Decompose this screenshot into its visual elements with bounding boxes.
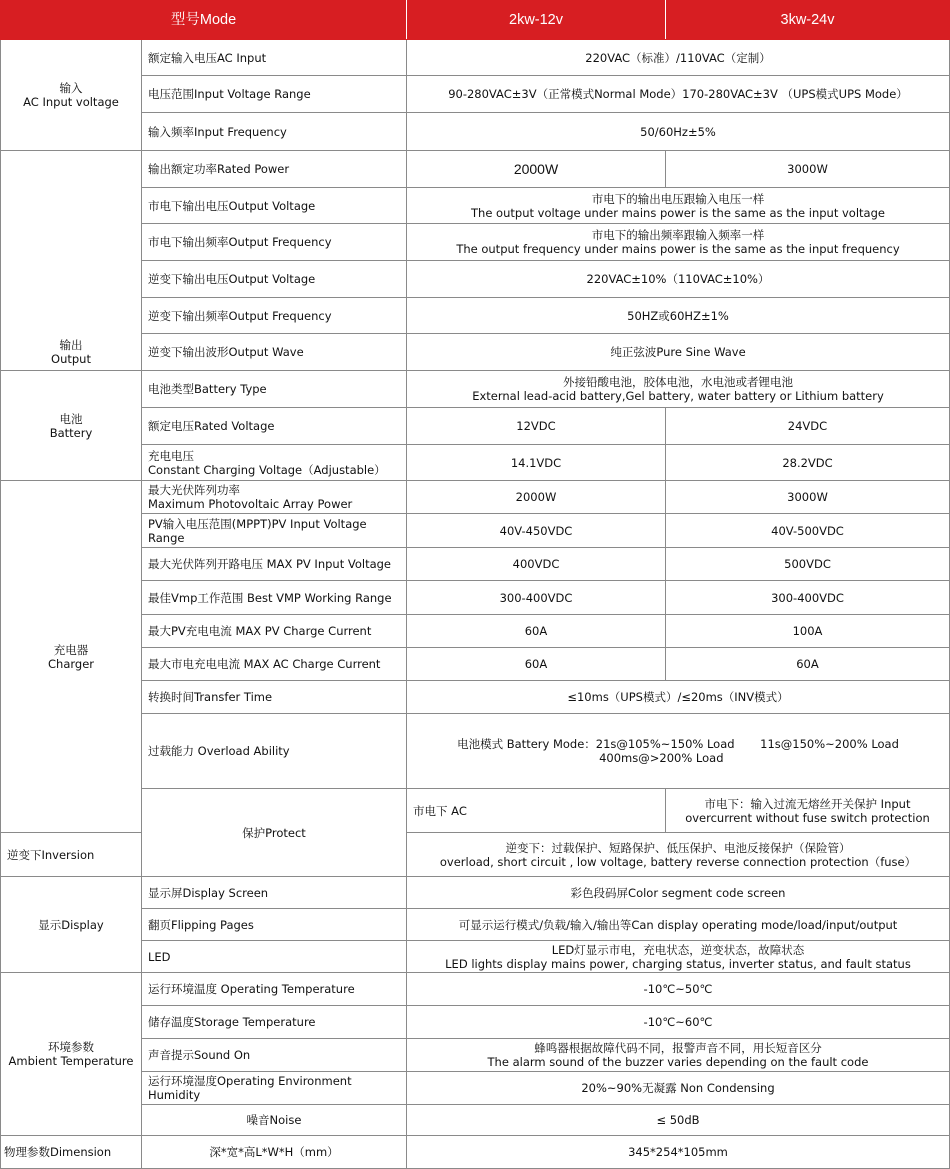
category-battery: 电池 Battery (1, 371, 142, 481)
header-model-2kw: 2kw-12v (407, 1, 666, 40)
param-operating-temperature: 运行环境温度 Operating Temperature (142, 973, 407, 1006)
value-rated-power-2kw: 2000W (407, 151, 666, 188)
param-display-screen: 显示屏Display Screen (142, 877, 407, 909)
table-row (1, 1006, 950, 1039)
value-rated-input: 220VAC（标准）/110VAC（定制） (407, 40, 950, 76)
param-mains-output-frequency: 市电下输出频率Output Frequency (142, 224, 407, 261)
table-row (1, 789, 950, 833)
param-flipping-pages: 翻页Flipping Pages (142, 909, 407, 941)
value-noise: ≤ 50dB (407, 1105, 950, 1136)
value-operating-humidity: 20%~90%无凝露 Non Condensing (407, 1072, 950, 1105)
value-pv-open-voltage-3kw: 500VDC (666, 548, 950, 581)
value-inverter-output-frequency: 50HZ或60HZ±1% (407, 298, 950, 334)
table-row (1, 1105, 950, 1136)
param-noise: 噪音Noise (142, 1105, 407, 1136)
param-output-wave: 逆变下输出波形Output Wave (142, 334, 407, 371)
value-rated-power-3kw: 3000W (666, 151, 950, 188)
param-mains-output-voltage: 市电下输出电压Output Voltage (142, 188, 407, 224)
param-inverter-output-voltage: 逆变下输出电压Output Voltage (142, 261, 407, 298)
param-rated-input: 额定输入电压AC Input (142, 40, 407, 76)
table-row (1, 909, 950, 941)
value-input-voltage-range: 90-280VAC±3V（正常模式Normal Mode）170-280VAC±3V （UPS模式UPS Mode） (407, 76, 950, 113)
value-pv-voltage-range-2kw: 40V-450VDC (407, 514, 666, 548)
param-input-voltage-range: 电压范围Input Voltage Range (142, 76, 407, 113)
table-row (1, 445, 950, 481)
value-pv-array-power-2kw: 2000W (407, 481, 666, 514)
value-display-screen: 彩色段码屏Color segment code screen (407, 877, 950, 909)
param-pv-charge-current: 最大PV充电电流 MAX PV Charge Current (142, 615, 407, 648)
table-row (1, 188, 950, 224)
table-row (1, 76, 950, 113)
value-protect-ac: 市电下：输入过流无熔丝开关保护 Input overcurrent without fuse switch protection (666, 789, 950, 833)
value-transfer-time: ≤10ms（UPS模式）/≤20ms（INV模式） (407, 681, 950, 714)
value-led: LED灯显示市电，充电状态，逆变状态，故障状态 LED lights display mains power, charging status, inverter status, and fault status (407, 941, 950, 973)
value-storage-temperature: -10℃~60℃ (407, 1006, 950, 1039)
value-dimension: 345*254*105mm (407, 1136, 950, 1169)
value-overload-ability: 电池模式 Battery Mode：21s@105%~150% Load 11s@150%~200% Load 400ms@>200% Load (407, 714, 950, 789)
table-row (1, 261, 950, 298)
param-protect-ac: 市电下 AC (407, 789, 666, 833)
param-ac-charge-current: 最大市电充电电流 MAX AC Charge Current (142, 648, 407, 681)
param-dimension: 深*宽*高L*W*H（mm） (142, 1136, 407, 1169)
table-row (1, 877, 950, 909)
value-pv-open-voltage-2kw: 400VDC (407, 548, 666, 581)
value-flipping-pages: 可显示运行模式/负载/输入/输出等Can display operating mode/load/input/output (407, 909, 950, 941)
value-ac-charge-current-2kw: 60A (407, 648, 666, 681)
param-overload-ability: 过载能力 Overload Ability (142, 714, 407, 789)
value-charging-voltage-3kw: 28.2VDC (666, 445, 950, 481)
table-row (1, 648, 950, 681)
value-charging-voltage-2kw: 14.1VDC (407, 445, 666, 481)
category-ac-input: 输入 AC Input voltage (1, 40, 142, 151)
value-pv-charge-current-3kw: 100A (666, 615, 950, 648)
param-sound-on: 声音提示Sound On (142, 1039, 407, 1072)
value-mains-output-frequency: 市电下的输出频率跟输入频率一样 The output frequency under mains power is the same as the input frequency (407, 224, 950, 261)
param-storage-temperature: 储存温度Storage Temperature (142, 1006, 407, 1039)
value-mains-output-voltage: 市电下的输出电压跟输入电压一样 The output voltage under mains power is the same as the input voltage (407, 188, 950, 224)
value-sound-on: 蜂鸣器根据故障代码不同，报警声音不同，用长短音区分 The alarm sound of the buzzer varies depending on the fault code (407, 1039, 950, 1072)
table-header-row (1, 1, 950, 40)
param-charging-voltage: 充电电压 Constant Charging Voltage（Adjustable） (142, 445, 407, 481)
table-row (1, 113, 950, 151)
table-row (1, 481, 950, 514)
table-row (1, 548, 950, 581)
table-row (1, 941, 950, 973)
category-protect: 保护Protect (142, 789, 407, 877)
table-row (1, 1039, 950, 1072)
table-row (1, 334, 950, 371)
param-rated-power: 输出额定功率Rated Power (142, 151, 407, 188)
table-row (1, 714, 950, 789)
table-row (1, 615, 950, 648)
value-pv-array-power-3kw: 3000W (666, 481, 950, 514)
param-pv-open-voltage: 最大光伏阵列开路电压 MAX PV Input Voltage (142, 548, 407, 581)
table-row (1, 1072, 950, 1105)
category-output: 输出 Output (1, 151, 142, 371)
value-ac-charge-current-3kw: 60A (666, 648, 950, 681)
param-pv-array-power: 最大光伏阵列功率 Maximum Photovoltaic Array Power (142, 481, 407, 514)
table-row (1, 973, 950, 1006)
value-inverter-output-voltage: 220VAC±10%（110VAC±10%） (407, 261, 950, 298)
param-pv-voltage-range: PV输入电压范围(MPPT)PV Input Voltage Range (142, 514, 407, 548)
table-row (1, 514, 950, 548)
category-charger: 充电器 Charger (1, 481, 142, 833)
value-pv-voltage-range-3kw: 40V-500VDC (666, 514, 950, 548)
value-protect-inversion: 逆变下：过载保护、短路保护、低压保护、电池反接保护（保险管） overload, short circuit , low voltage, battery reverse connection protection（fuse） (407, 833, 950, 877)
param-battery-type: 电池类型Battery Type (142, 371, 407, 408)
param-protect-inversion: 逆变下Inversion (1, 833, 142, 877)
value-operating-temperature: -10℃~50℃ (407, 973, 950, 1006)
value-battery-type: 外接铅酸电池，胶体电池，水电池或者锂电池 External lead-acid battery,Gel battery, water battery or Lithium battery (407, 371, 950, 408)
param-input-frequency: 输入频率Input Frequency (142, 113, 407, 151)
value-rated-voltage-2kw: 12VDC (407, 408, 666, 445)
param-transfer-time: 转换时间Transfer Time (142, 681, 407, 714)
header-model-3kw: 3kw-24v (666, 1, 950, 40)
header-model: 型号Mode (1, 1, 407, 40)
param-rated-voltage: 额定电压Rated Voltage (142, 408, 407, 445)
table-row (1, 681, 950, 714)
category-dimension: 物理参数Dimension (1, 1136, 142, 1169)
value-input-frequency: 50/60Hz±5% (407, 113, 950, 151)
param-led: LED (142, 941, 407, 973)
param-vmp-range: 最佳Vmp工作范围 Best VMP Working Range (142, 581, 407, 615)
table-row (1, 224, 950, 261)
table-row (1, 408, 950, 445)
table-row (1, 151, 950, 188)
table-row (1, 581, 950, 615)
param-operating-humidity: 运行环境湿度Operating Environment Humidity (142, 1072, 407, 1105)
value-vmp-range-2kw: 300-400VDC (407, 581, 666, 615)
value-pv-charge-current-2kw: 60A (407, 615, 666, 648)
table-row (1, 371, 950, 408)
category-display: 显示Display (1, 877, 142, 973)
value-rated-voltage-3kw: 24VDC (666, 408, 950, 445)
category-ambient: 环境参数 Ambient Temperature (1, 973, 142, 1136)
value-output-wave: 纯正弦波Pure Sine Wave (407, 334, 950, 371)
value-vmp-range-3kw: 300-400VDC (666, 581, 950, 615)
table-row (1, 298, 950, 334)
param-inverter-output-frequency: 逆变下输出频率Output Frequency (142, 298, 407, 334)
table-row (1, 40, 950, 76)
